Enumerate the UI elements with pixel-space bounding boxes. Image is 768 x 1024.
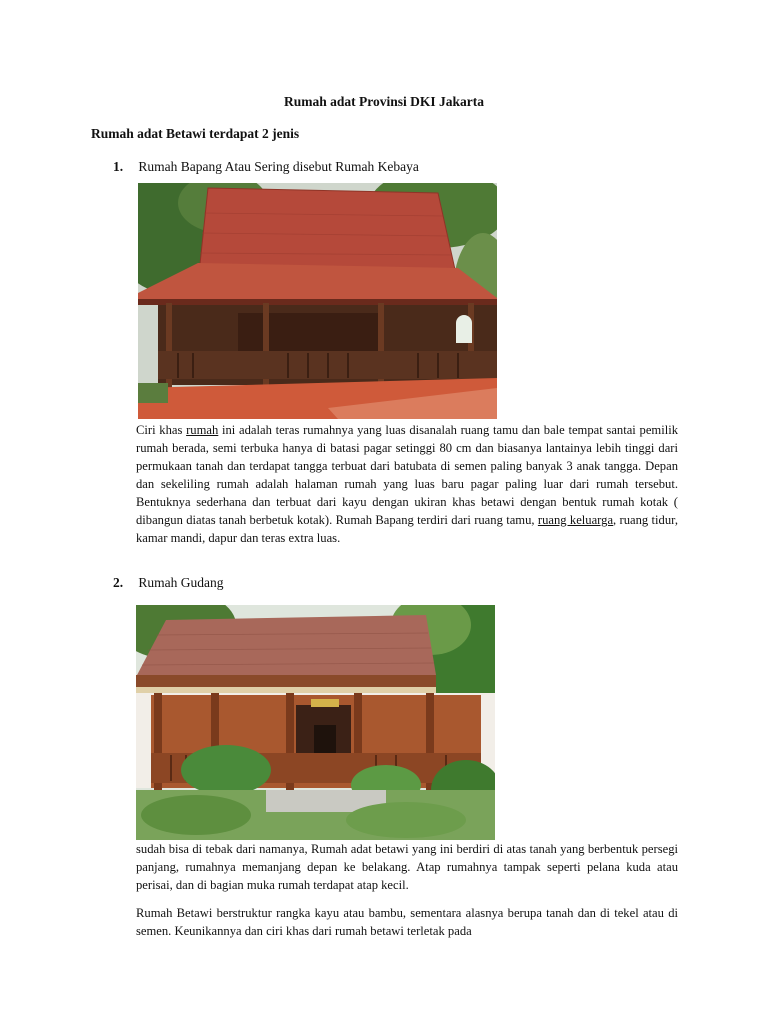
link-rumah[interactable]: rumah xyxy=(186,423,219,437)
list-number: 1. xyxy=(113,159,124,174)
list-item-1 xyxy=(113,159,419,175)
paragraph-text: Ciri khas xyxy=(136,423,187,437)
list-heading: Rumah Bapang Atau Sering disebut Rumah Kebaya xyxy=(138,159,419,174)
paragraph-gudang: sudah bisa di tebak dari namanya, Rumah adat betawi yang ini berdiri di atas tanah yang berbentuk persegi panjang, rumahnya memanjang depan ke belakang. Atap rumahnya tampak seperti pelana kuda atau perisai, dan di bagian muka rumah terdapat atap kecil. xyxy=(136,842,678,892)
paragraph-kebaya xyxy=(136,421,678,547)
paragraph-text: ini adalah teras rumahnya yang luas disanalah ruang tamu dan bale tempat santai pemilik rumah berada, semi terbuka hanya di batasi pagar setinggi 80 cm dan biasanya lantainya lebih tinggi dari permukaan tanah dan terdapat tangga terbuat dari batubata di semen paling banyak 3 anak tangga. Depan dan sekeliling rumah adalah halaman rumah yang luas baru pagar paling luar dari rumah tersebut. Bentuknya sederhana dan terbuat dari kayu dengan ukiran khas betawi dengan bentuk rumah kotak ( dibangun diatas tanah berbetuk kotak). Rumah Bapang terdiri dari ruang tamu, xyxy=(136,423,678,527)
paragraph-text: , ruang tidur, kamar mandi, dapur dan teras extra luas. xyxy=(136,513,678,545)
list-number: 2. xyxy=(113,575,124,590)
rumah-kebaya-photo xyxy=(138,183,497,419)
document-subtitle: Rumah adat Betawi terdapat 2 jenis xyxy=(91,126,300,141)
list-heading: Rumah Gudang xyxy=(138,575,224,590)
list-item-2 xyxy=(113,575,224,591)
paragraph-closing: Rumah Betawi berstruktur rangka kayu atau bambu, sementara alasnya berupa tanah dan di tekel atau di semen. Keunikannya dan ciri khas dari rumah betawi terletak pada xyxy=(136,906,678,938)
document-title: Rumah adat Provinsi DKI Jakarta xyxy=(283,94,485,109)
link-ruang-keluarga[interactable]: ruang keluarga xyxy=(537,513,614,527)
rumah-gudang-photo xyxy=(136,605,495,840)
